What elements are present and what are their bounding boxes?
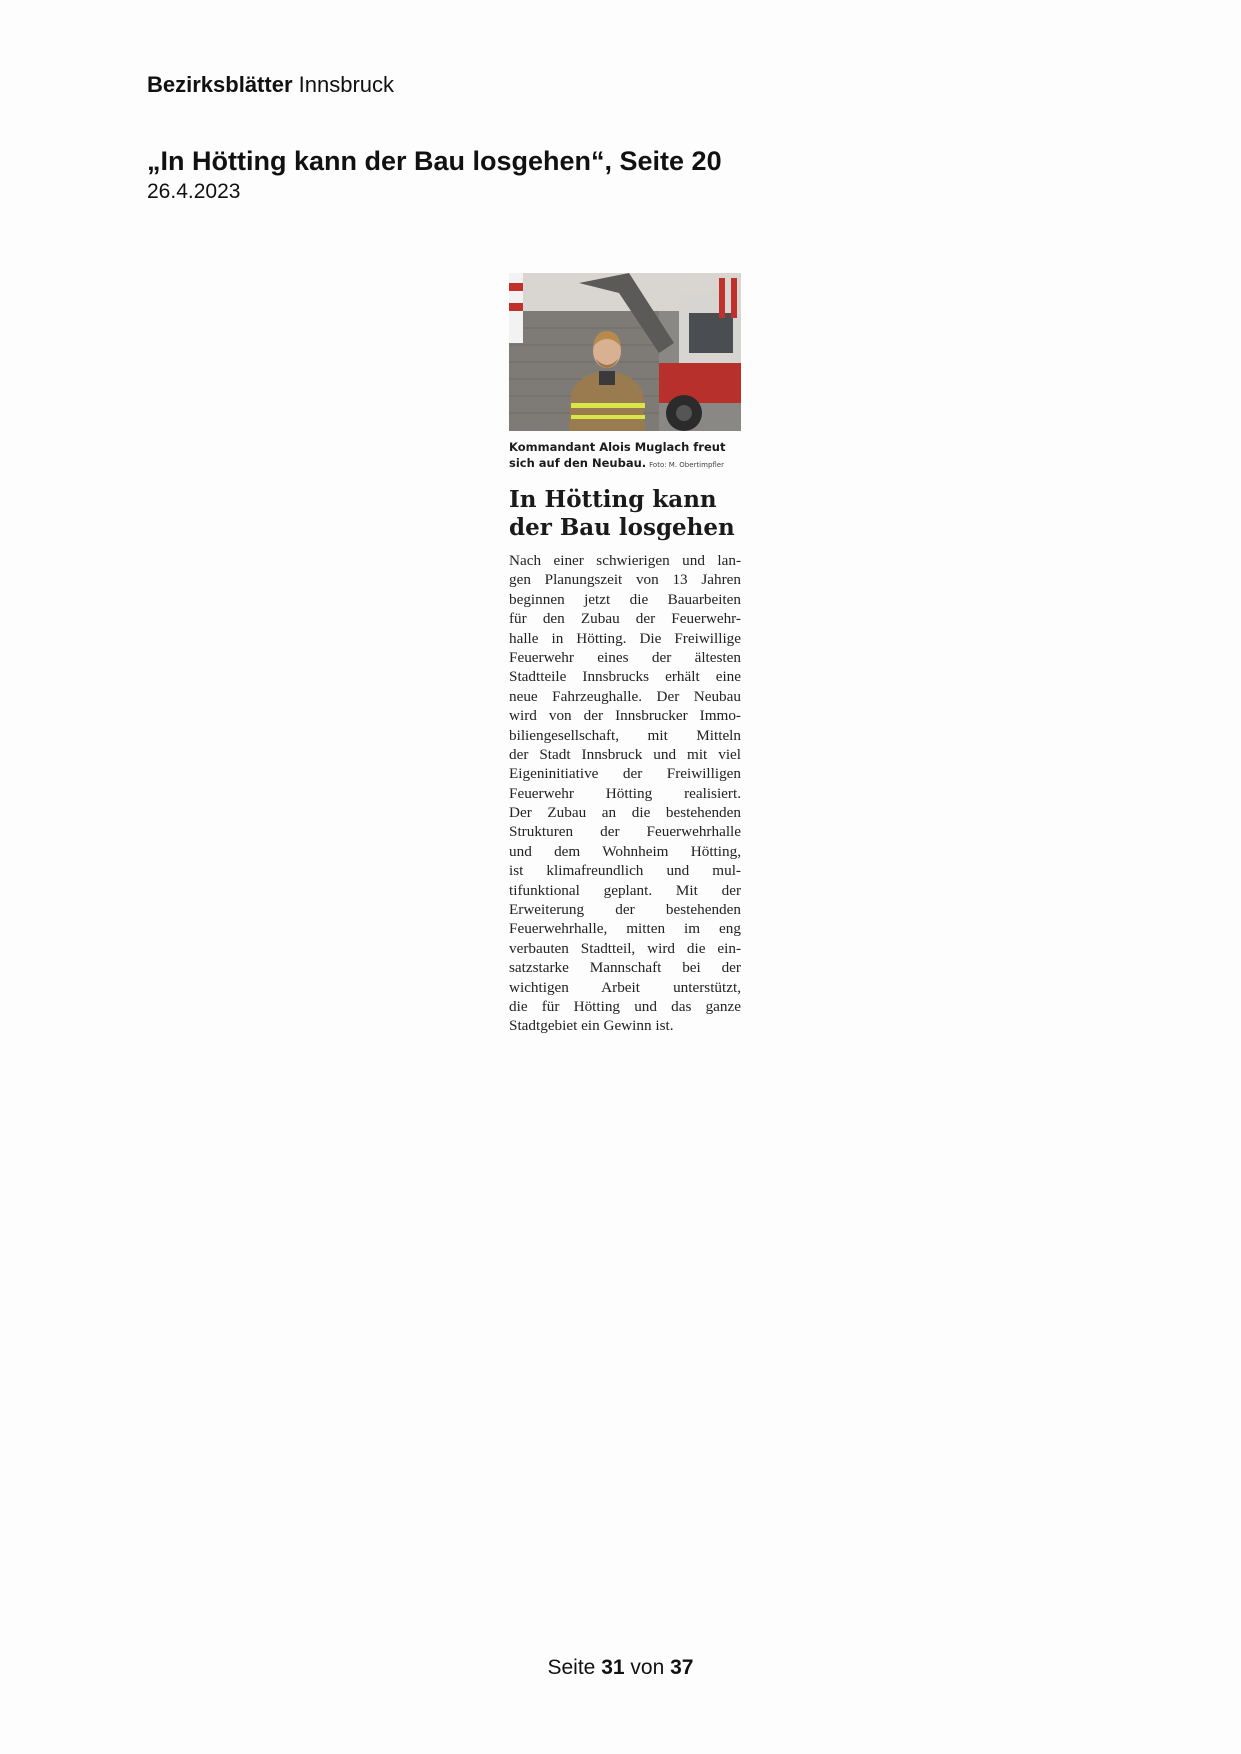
body-line: Feuerwehrhalle, mitten im eng — [509, 920, 741, 938]
photo-credit: Foto: M. Obertimpfler — [649, 461, 724, 469]
page-number — [0, 1656, 1241, 1680]
publication-name: Bezirksblätter — [147, 72, 293, 97]
page-prefix: Seite — [547, 1656, 596, 1679]
body-line: verbauten Stadtteil, wird die ein- — [509, 939, 741, 957]
body-line: der Stadt Innsbruck und mit viel — [509, 745, 741, 763]
body-line: satzstarke Mannschaft bei der — [509, 959, 741, 977]
headline-line: der Bau losgehen — [509, 514, 735, 541]
body-line: Nach einer schwierigen und lan- — [509, 552, 741, 569]
body-line: tifunktional geplant. Mit der — [509, 881, 741, 899]
body-line: neue Fahrzeughalle. Der Neubau — [509, 687, 741, 705]
photo-caption — [509, 439, 741, 473]
body-line: ist klimafreundlich und mul- — [509, 862, 741, 880]
document-date: 26.4.2023 — [147, 180, 241, 203]
caption-text: Kommandant Alois Muglach freut sich auf den Neubau. — [509, 440, 726, 470]
document-title: „In Hötting kann der Bau losgehen“, Seite 20 — [147, 146, 722, 176]
body-line: die für Hötting und das ganze — [509, 997, 741, 1015]
newspaper-clipping — [509, 273, 741, 1036]
body-line: Strukturen der Feuerwehrhalle — [509, 823, 741, 841]
publication-region: Innsbruck — [298, 72, 395, 97]
article-headline — [509, 486, 741, 542]
body-line: biliengesellschaft, mit Mitteln — [509, 726, 741, 744]
body-line: Der Zubau an die bestehenden — [509, 804, 741, 822]
current-page: 31 — [601, 1656, 625, 1679]
photo-illustration — [509, 273, 741, 431]
body-line: Feuerwehr Hötting realisiert. — [509, 784, 741, 802]
body-line: gen Planungszeit von 13 Jahren — [509, 571, 741, 589]
body-line: Feuerwehr eines der ältesten — [509, 648, 741, 666]
body-line: und dem Wohnheim Hötting, — [509, 842, 741, 860]
page-separator: von — [630, 1656, 665, 1679]
article-body — [509, 551, 741, 1036]
body-line: Stadtgebiet ein Gewinn ist. — [509, 1017, 674, 1035]
article-photo — [509, 273, 741, 431]
total-pages: 37 — [670, 1656, 694, 1679]
body-line: für den Zubau der Feuerwehr- — [509, 610, 741, 628]
headline-line: In Hötting kann — [509, 486, 717, 513]
body-line: halle in Hötting. Die Freiwillige — [509, 629, 741, 647]
source-line — [147, 72, 394, 98]
body-line: wird von der Innsbrucker Immo- — [509, 707, 741, 725]
body-line: Stadtteile Innsbrucks erhält eine — [509, 668, 741, 686]
body-line: wichtigen Arbeit unterstützt, — [509, 978, 741, 996]
body-line: Eigeninitiative der Freiwilligen — [509, 765, 741, 783]
body-line: Erweiterung der bestehenden — [509, 901, 741, 919]
body-line: beginnen jetzt die Bauarbeiten — [509, 590, 741, 608]
